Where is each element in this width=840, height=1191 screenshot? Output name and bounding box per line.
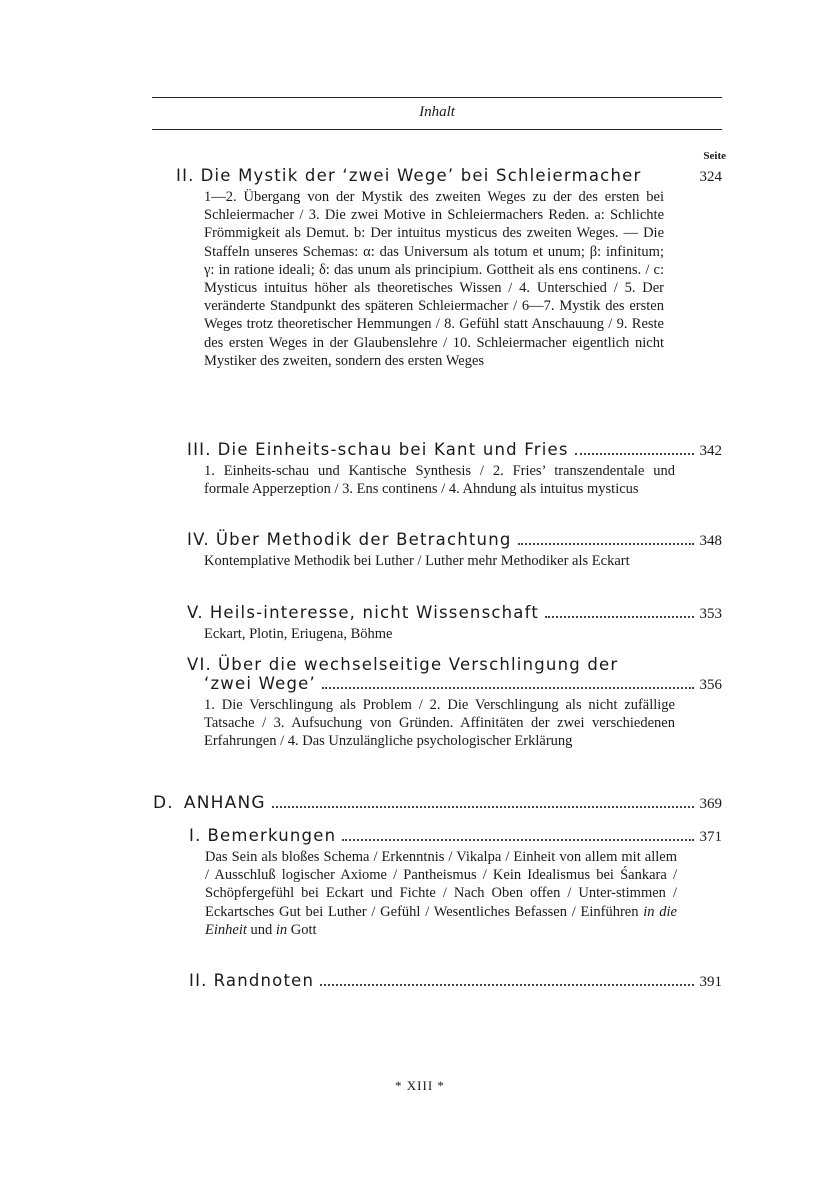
toc-entry-iii[interactable] xyxy=(187,440,722,498)
toc-page-number: 353 xyxy=(699,606,722,622)
toc-entry-title: II. Die Mystik der ‘zwei Wege’ bei Schleiermacher xyxy=(176,166,642,185)
dot-leader xyxy=(320,984,693,986)
toc-entry-iv[interactable] xyxy=(187,530,722,570)
toc-entry-title-continuation: ‘zwei Wege’ xyxy=(204,674,316,693)
toc-entry-title: II. Randnoten xyxy=(189,971,315,990)
dot-leader xyxy=(575,453,694,455)
toc-entry-title: VI. Über die wechselseitige Verschlingung der xyxy=(187,655,619,674)
toc-entry-title: V. Heils-interesse, nicht Wissenschaft xyxy=(187,603,540,622)
dot-leader xyxy=(545,616,693,618)
toc-section-anhang[interactable] xyxy=(153,793,722,813)
toc-entry-title: IV. Über Methodik der Betrachtung xyxy=(187,530,512,549)
dot-leader xyxy=(518,543,694,545)
toc-entry-title: I. Bemerkungen xyxy=(189,826,337,845)
page-column-label: Seite xyxy=(703,150,726,162)
dot-leader xyxy=(342,839,693,841)
dot-leader xyxy=(322,687,694,689)
toc-page-number: 348 xyxy=(699,533,722,549)
toc-entry-description: Eckart, Plotin, Eriugena, Böhme xyxy=(204,626,393,642)
toc-entry-title: III. Die Einheits-schau bei Kant und Fries xyxy=(187,440,569,459)
toc-entry-description: 1—2. Übergang von der Mystik des zweiten Weges zu der des ersten bei Schleiermacher / 3. Die zwei Motive in Schleiermachers Reden. a: Schlichte Frömmigkeit als Demut. b: Der intuitus mysticus des zweiten Weges. — Die Staffeln unseres Schemas: α: das Universum als totum et unum; β: infinitum; γ: in ratione ideali; δ: das unum als principium. Gottheit als ens continens. / c: Mysticus intuitus höher als theoretisches Wissen / 4. Unterschied / 5. Der veränderte Standpunkt des späteren Schleiermacher / 6—7. Mystik des ersten Weges trotz theoretischer Hemmungen / 8. Gefühl statt Anschauung / 9. Reste des ersten Weges in der Glaubenslehre / 10. Schleiermacher eigentlich nicht Mystiker des zweiten, sondern des ersten Weges xyxy=(204,189,664,369)
toc-entry-v[interactable] xyxy=(187,603,722,643)
toc-entry-vi[interactable] xyxy=(187,655,722,751)
toc-page-number: 371 xyxy=(699,829,722,845)
dot-leader xyxy=(272,806,694,808)
toc-page-number: 391 xyxy=(699,974,722,990)
toc-page-number: 369 xyxy=(699,796,722,812)
toc-page-number: 356 xyxy=(699,677,722,693)
toc-entry-description: 1. Die Verschlingung als Problem / 2. Die Verschlingung als nicht zufällige Tatsache / 3. Aufsuchung von Gründen. Affinitäten der zwei verschiedenen Erfahrungen / 4. Das Unzulängliche psychologischer Erklärung xyxy=(204,697,675,750)
page-header-title: Inhalt xyxy=(419,104,455,120)
toc-section-title: D. ANHANG xyxy=(153,793,266,813)
toc-entry-description: 1. Einheits-schau und Kantische Synthesis / 2. Fries’ transzendentale und formale Apperzeption / 3. Ens continens / 4. Ahndung als intuitus mysticus xyxy=(204,463,675,498)
toc-entry-ii[interactable] xyxy=(176,166,722,370)
header-rule-top xyxy=(152,97,722,98)
toc-entry-bemerkungen[interactable] xyxy=(189,826,722,939)
toc-page-number: 324 xyxy=(699,169,722,185)
header-rule-bottom xyxy=(152,129,722,130)
toc-page-number: 342 xyxy=(699,443,722,459)
toc-entry-description: Das Sein als bloßes Schema / Erkenntnis / Vikalpa / Einheit von allem mit allem / Ausschluß logischer Axiome / Pantheismus / Kein Idealismus bei Śankara / Schöpfergefühl bei Eckart und Fichte / Nach Oben offen / Unter-stimmen / Eckartsches Gut bei Luther / Gefühl / Wesentliches Befassen / Einführen in die Einheit und in Gott xyxy=(205,849,677,938)
toc-entry-description: Kontemplative Methodik bei Luther / Luther mehr Methodiker als Eckart xyxy=(204,553,630,569)
page-number-footer: * XIII * xyxy=(395,1078,445,1093)
toc-entry-randnoten[interactable] xyxy=(189,971,722,991)
